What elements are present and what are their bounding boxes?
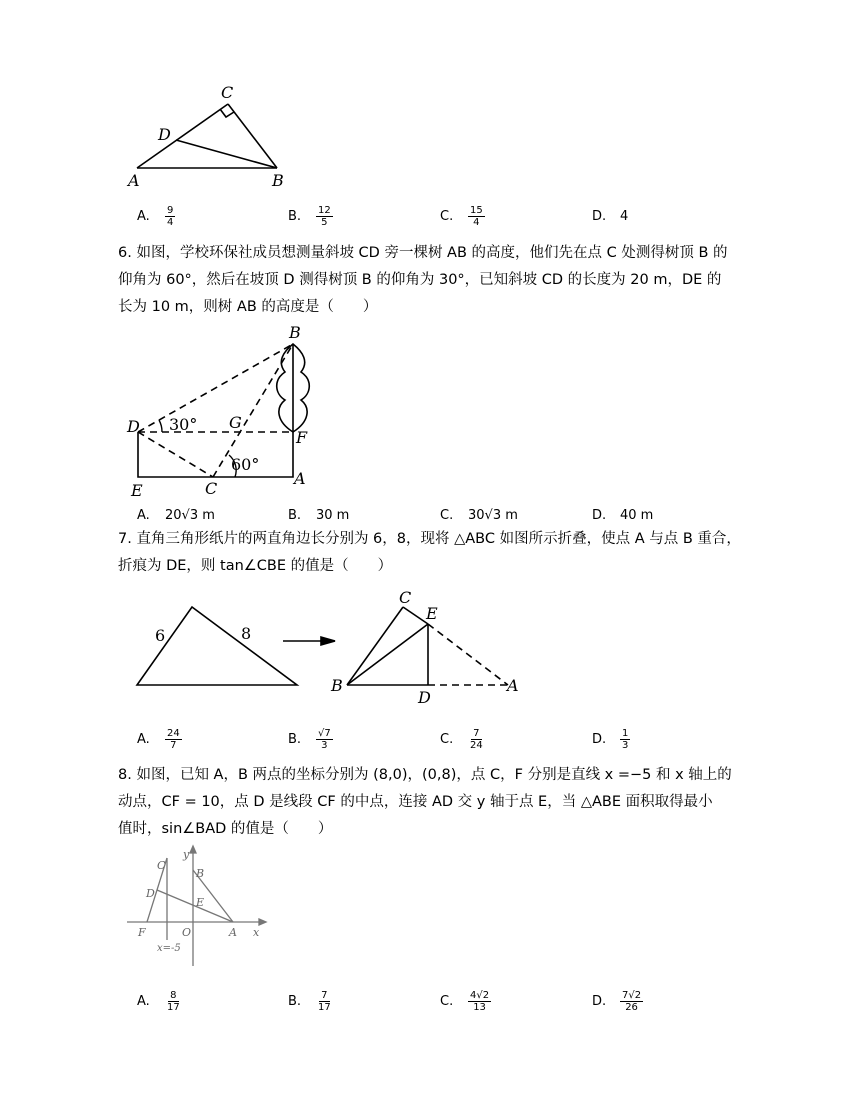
fraction: $\frac{7}{24}$ [470, 728, 483, 751]
label-c: C [221, 83, 234, 102]
q8-text [118, 762, 763, 843]
q6-line-1: 6. 如图，学校环保社成员想测量斜坡 CD 旁一棵树 AB 的高度，他们先在点 C 处测得树顶 B 的 [118, 245, 728, 261]
label-b: B [331, 676, 343, 695]
q8-option-a[interactable]: A. $\frac{8}{17}$ [137, 990, 180, 1013]
label-d: D [146, 887, 155, 900]
q6-option-c[interactable]: C. 30√3 m [440, 508, 518, 523]
q8-figure [125, 844, 270, 969]
label-a: A [507, 676, 519, 695]
label-c: C [205, 479, 218, 498]
label-d: D [158, 125, 171, 144]
q5-option-b[interactable]: B. $\frac{12}{5}$ [288, 205, 331, 228]
q7-figure [125, 585, 535, 710]
q6-text [118, 240, 763, 321]
q6-line-3: 长为 10 m，则树 AB 的高度是（ ） [118, 299, 378, 315]
label-o: O [182, 926, 192, 939]
q8-option-d[interactable]: D. $\frac{7√2}{26}$ [592, 990, 642, 1013]
q8-line-2: 动点，CF = 10，点 D 是线段 CF 的中点，连接 AD 交 y 轴于点 E，当 △ABE 面积取得最小 [118, 794, 713, 810]
label-a: A [229, 926, 237, 939]
q8-option-b[interactable]: B. $\frac{7}{17}$ [288, 990, 331, 1013]
label-c: C [399, 588, 412, 607]
q8-line-1: 8. 如图，已知 A，B 两点的坐标分别为 (8,0)，(0,8)，点 C，F 分别是直线 x =−5 和 x 轴上的 [118, 767, 732, 783]
fraction: $\frac{12}{5}$ [318, 205, 331, 228]
q6-option-a[interactable]: A. 20√3 m [137, 508, 215, 523]
fraction: $\frac{15}{4}$ [470, 205, 483, 228]
label-f: F [296, 428, 308, 447]
q6-figure [125, 322, 325, 502]
label-6: 6 [155, 626, 166, 645]
q5-option-d[interactable]: D. 4 [592, 209, 629, 224]
label-y: y [183, 848, 190, 861]
q6-line-2: 仰角为 60°，然后在坡顶 D 测得树顶 B 的仰角为 30°，已知斜坡 CD 的长度为 20 m，DE 的 [118, 272, 722, 288]
q5-option-a[interactable]: A. $\frac{9}{4}$ [137, 205, 174, 228]
fraction: $\frac{8}{17}$ [167, 990, 180, 1013]
angle-30-label: 30° [169, 415, 198, 434]
q7-line-2: 折痕为 DE，则 tan∠CBE 的值是（ ） [118, 558, 393, 574]
q5-option-c[interactable]: C. $\frac{15}{4}$ [440, 205, 483, 228]
label-d: D [127, 417, 140, 436]
q5-figure [125, 82, 295, 192]
label-g: G [229, 413, 242, 432]
angle-60-label: 60° [231, 455, 260, 474]
fraction: $\frac{7√2}{26}$ [622, 990, 642, 1013]
fraction: $\frac{1}{3}$ [622, 728, 629, 751]
label-c: C [157, 859, 166, 872]
label-x-line: x=-5 [157, 943, 181, 954]
fraction: $\frac{9}{4}$ [167, 205, 174, 228]
q6-option-d[interactable]: D. 40 m [592, 508, 654, 523]
q7-line-1: 7. 直角三角形纸片的两直角边长分别为 6，8，现将 △ABC 如图所示折叠，使点 A 与点 B 重合， [118, 531, 741, 547]
fraction: $\frac{4√2}{13}$ [470, 990, 490, 1013]
label-b: B [196, 867, 205, 880]
label-x: x [253, 926, 260, 939]
fraction: $\frac{7}{17}$ [318, 990, 331, 1013]
label-f: F [138, 926, 146, 939]
label-a: A [128, 171, 140, 190]
label-d: D [418, 688, 431, 707]
label-e: E [426, 604, 438, 623]
fraction: $\frac{24}{7}$ [167, 728, 180, 751]
q7-option-d[interactable]: D. $\frac{1}{3}$ [592, 728, 629, 751]
q6-option-b[interactable]: B. 30 m [288, 508, 350, 523]
label-b: B [272, 171, 284, 190]
label-a: A [294, 469, 306, 488]
q7-option-c[interactable]: C. $\frac{7}{24}$ [440, 728, 483, 751]
label-e: E [196, 896, 205, 909]
q8-option-c[interactable]: C. $\frac{4√2}{13}$ [440, 990, 490, 1013]
q7-text [118, 526, 763, 580]
fraction: $\frac{√7}{3}$ [318, 728, 331, 751]
q8-line-3: 值时，sin∠BAD 的值是（ ） [118, 821, 333, 837]
q7-option-b[interactable]: B. $\frac{√7}{3}$ [288, 728, 331, 751]
label-b: B [289, 323, 301, 342]
q7-option-a[interactable]: A. $\frac{24}{7}$ [137, 728, 180, 751]
label-8: 8 [241, 624, 252, 643]
label-e: E [131, 481, 143, 500]
